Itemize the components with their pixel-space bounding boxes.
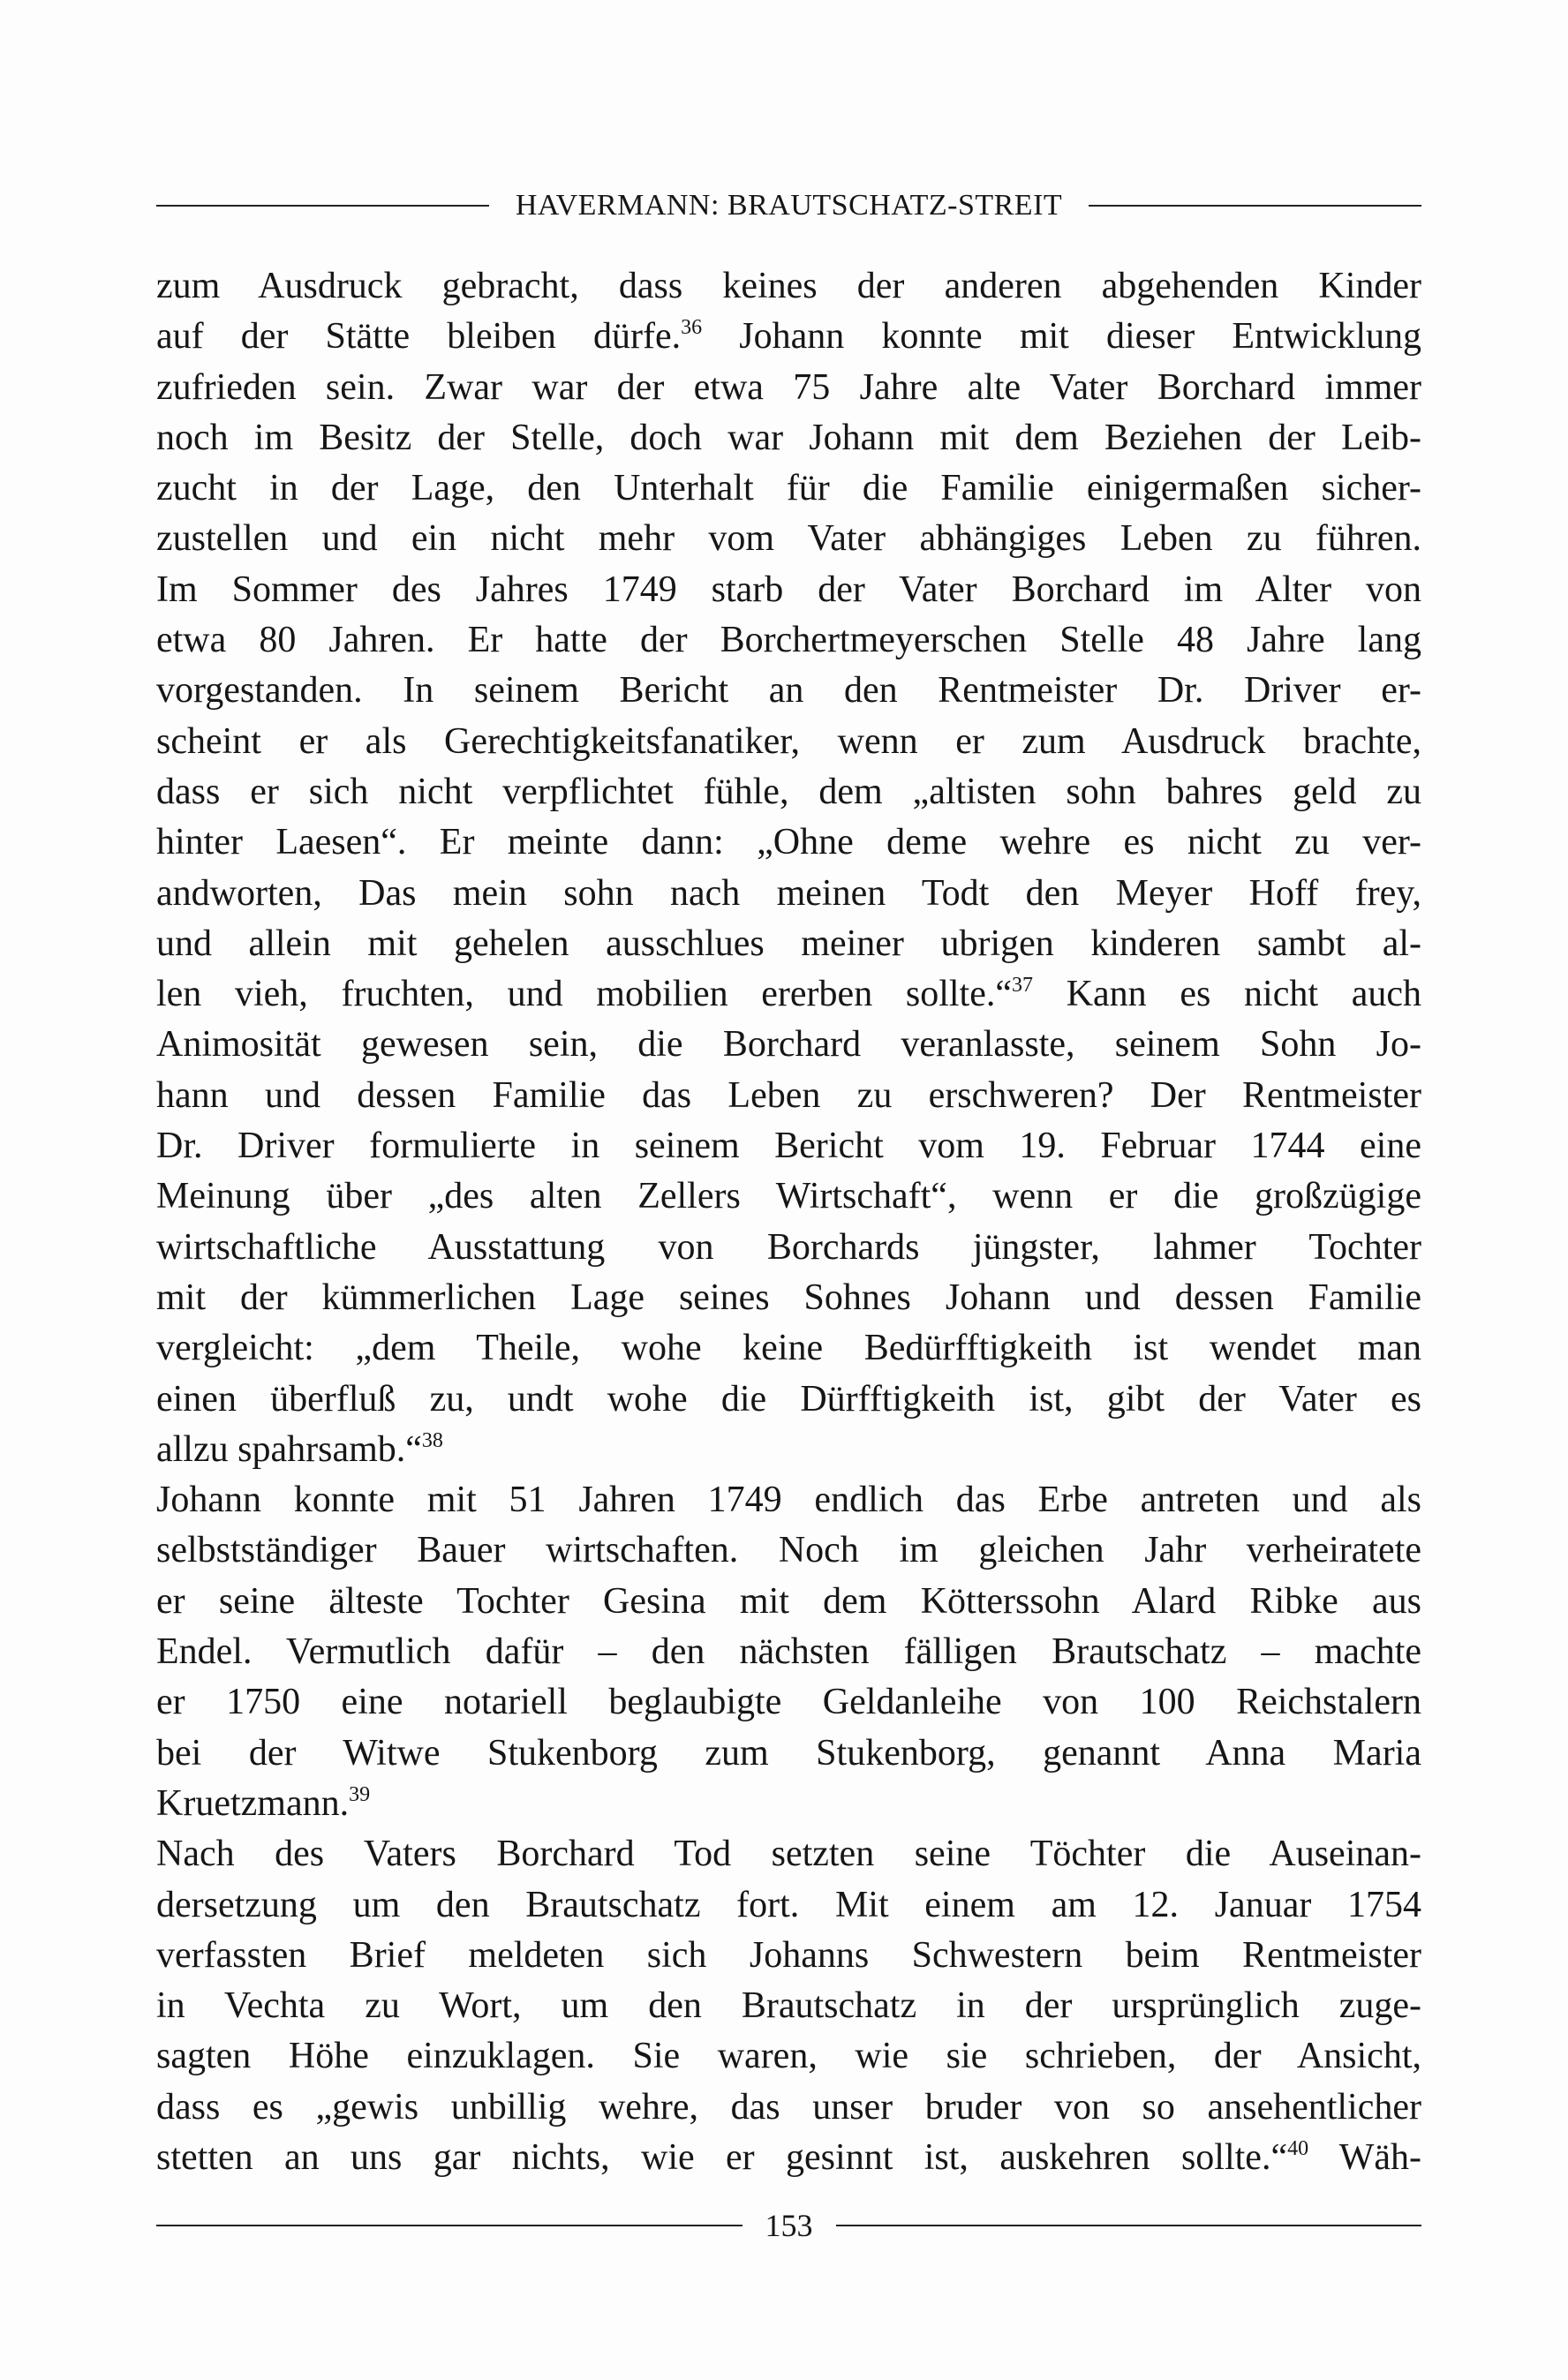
text-line [156,1931,1421,1981]
text-line [156,1880,1421,1931]
line-text: vorgestanden. In seinem Bericht an den Rentmeister Dr. Driver er- [156,670,1421,712]
text-line [156,1171,1421,1222]
text-line [156,514,1421,564]
text-line [156,363,1421,413]
text-line [156,1375,1421,1425]
line-text: Kann es nicht auch [1033,974,1421,1015]
text-line [156,2082,1421,2133]
footer-rule-right [836,2225,1422,2226]
footnote-reference: 37 [1012,974,1034,998]
text-line [156,565,1421,615]
line-text: verfassten Brief meldeten sich Johanns Schwestern beim Rentmeister [156,1934,1421,1976]
line-text: sagten Höhe einzuklagen. Sie waren, wie sie schrieben, der Ansicht, [156,2036,1421,2077]
footnote-reference: 38 [421,1428,443,1452]
header-rule-left [156,205,489,207]
line-text: Dr. Driver formulierte in seinem Bericht vom 19. Februar 1744 eine [156,1126,1421,1167]
line-text: Im Sommer des Jahres 1749 starb der Vater Borchard im Alter von [156,569,1421,610]
line-text: zum Ausdruck gebracht, dass keines der anderen abgehenden Kinder [156,266,1421,306]
line-text: er seine älteste Tochter Gesina mit dem Kötterssohn Alard Ribke aus [156,1580,1421,1622]
line-text: einen überfluß zu, undt wohe die Dürfftigkeith ist, gibt der Vater es [156,1378,1421,1420]
text-line [156,463,1421,514]
running-head-title: HAVERMANN: BRAUTSCHATZ-STREIT [515,189,1063,222]
line-text: Animosität gewesen sein, die Borchard veranlasste, seinem Sohn Jo- [156,1024,1421,1066]
text-line [156,1323,1421,1374]
page-number: 153 [765,2208,813,2243]
line-text: mit der kümmerlichen Lage seines Sohnes Johann und dessen Familie [156,1277,1421,1318]
line-text: dass es „gewis unbillig wehre, das unser bruder von so ansehentlicher [156,2086,1421,2128]
line-text: vergleicht: „dem Theile, wohe keine Bedürfftigkeith ist wendet man [156,1328,1421,1369]
line-text: allzu spahrsamb.“ [156,1428,422,1470]
line-text: selbstständiger Bauer wirtschaften. Noch im gleichen Jahr verheiratete [156,1530,1421,1571]
line-text: auf der Stätte bleiben dürfe. [156,316,682,358]
text-line [156,1829,1421,1879]
text-line [156,817,1421,868]
line-text: er 1750 eine notariell beglaubigte Geldanleihe von 100 Reichstalern [156,1682,1421,1723]
header-rule-right [1089,205,1421,207]
line-text: wirtschaftliche Ausstattung von Borchards jüngster, lahmer Tochter [156,1226,1421,1268]
line-text: Kruetzmann. [156,1782,350,1824]
text-line [156,1577,1421,1627]
text-line [156,1779,1421,1829]
text-line [156,261,1421,312]
text-line [156,1020,1421,1070]
text-line [156,666,1421,716]
line-text: und allein mit gehelen ausschlues meiner ubrigen kinderen sambt al- [156,923,1421,964]
footnote-reference: 36 [681,316,703,340]
text-line [156,869,1421,919]
line-text: noch im Besitz der Stelle, doch war Johann mit dem Beziehen der Leib- [156,417,1421,458]
line-text: len vieh, fruchten, und mobilien ererben sollte.“ [156,974,1013,1015]
text-line [156,717,1421,767]
line-text: bei der Witwe Stukenborg zum Stukenborg, genannt Anna Maria [156,1732,1421,1774]
text-line [156,312,1421,362]
text-line [156,1121,1421,1171]
line-text: zucht in der Lage, den Unterhalt für die Familie einigermaßen sicher- [156,468,1421,509]
footer-rule-left [156,2225,743,2226]
text-line [156,969,1421,1020]
text-line [156,2133,1421,2183]
line-text: Nach des Vaters Borchard Tod setzten seine Töchter die Auseinan- [156,1834,1421,1875]
line-text: Endel. Vermutlich dafür – den nächsten fälligen Brautschatz – machte [156,1631,1421,1673]
line-text: Johann konnte mit 51 Jahren 1749 endlich das Erbe antreten und als [156,1480,1421,1521]
text-line [156,1981,1421,2031]
text-line [156,1475,1421,1525]
text-line [156,1677,1421,1728]
line-text: dersetzung um den Brautschatz fort. Mit einem am 12. Januar 1754 [156,1884,1421,1925]
line-text: in Vechta zu Wort, um den Brautschatz in der ursprünglich zuge- [156,1985,1421,2027]
text-line [156,615,1421,666]
line-text: Meinung über „des alten Zellers Wirtschaft“, wenn er die großzügige [156,1176,1421,1217]
text-line [156,919,1421,969]
text-line [156,1627,1421,1677]
line-text: stetten an uns gar nichts, wie er gesinnt ist, auskehren sollte.“ [156,2136,1288,2178]
text-line [156,1223,1421,1273]
text-line [156,1729,1421,1779]
line-text: Wäh- [1308,2136,1421,2178]
footnote-reference: 40 [1287,2136,1309,2160]
text-line [156,413,1421,463]
running-header [156,184,1421,228]
line-text: scheint er als Gerechtigkeitsfanatiker, wenn er zum Ausdruck brachte, [156,720,1421,762]
line-text: dass er sich nicht verpflichtet fühle, dem „altisten sohn bahres geld zu [156,771,1421,812]
text-line [156,1273,1421,1323]
line-text: Johann konnte mit dieser Entwicklung [702,316,1421,358]
line-text: zustellen und ein nicht mehr vom Vater abhängiges Leben zu führen. [156,518,1421,560]
line-text: hann und dessen Familie das Leben zu erschweren? Der Rentmeister [156,1074,1421,1116]
page-footer [156,2203,1421,2248]
line-text: zufrieden sein. Zwar war der etwa 75 Jahre alte Vater Borchard immer [156,366,1421,408]
footnote-reference: 39 [349,1782,371,1806]
text-line [156,1525,1421,1576]
line-text: andworten, Das mein sohn nach meinen Todt den Meyer Hoff frey, [156,872,1421,914]
body-text [156,261,1421,2183]
text-line [156,2031,1421,2082]
text-line [156,767,1421,817]
line-text: etwa 80 Jahren. Er hatte der Borchertmeyerschen Stelle 48 Jahre lang [156,620,1421,661]
text-line [156,1425,1421,1475]
line-text: hinter Laesen“. Er meinte dann: „Ohne deme wehre es nicht zu ver- [156,822,1421,863]
text-line [156,1071,1421,1121]
